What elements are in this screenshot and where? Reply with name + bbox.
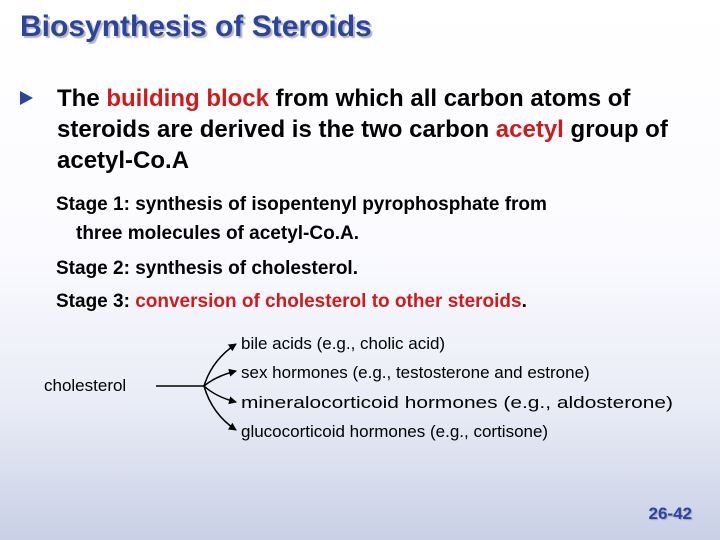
diagram-product-4: glucocorticoid hormones (e.g., cortisone)	[241, 422, 549, 441]
diagram-arrow-4	[204, 386, 236, 430]
diagram-product-3: mineralocorticoid hormones (e.g., aldosterone)	[241, 393, 673, 412]
diagram-arrow-1	[204, 344, 236, 386]
bullet-highlight-acetyl: acetyl	[495, 116, 564, 143]
page-number: 26-42	[648, 504, 692, 523]
diagram-product-1: bile acids (e.g., cholic acid)	[241, 334, 446, 353]
bullet-text-1: The	[57, 85, 107, 112]
stage-3-highlight: conversion of cholesterol to other steroids	[135, 291, 522, 312]
diagram-product-2: sex hormones (e.g., testosterone and estrone)	[241, 363, 590, 382]
stage-3-prefix: Stage 3:	[56, 291, 136, 312]
bullet-text-3: group of acetyl-Co.A	[57, 116, 668, 174]
diagram-source-label: cholesterol	[44, 376, 127, 395]
stage-2: Stage 2: synthesis of cholesterol.	[56, 258, 358, 279]
stage-1-line-2: three molecules of acetyl-Co.A.	[76, 223, 359, 244]
stage-3-suffix: .	[521, 291, 527, 312]
slide-title: Biosynthesis of Steroids	[20, 10, 372, 43]
bullet-text-2: from which all carbon atoms of steroids are derived is the two carbon	[57, 85, 631, 143]
bullet-highlight-building-block: building block	[106, 85, 269, 112]
stage-1-line-1: Stage 1: synthesis of isopentenyl pyrophosphate from	[56, 194, 547, 215]
